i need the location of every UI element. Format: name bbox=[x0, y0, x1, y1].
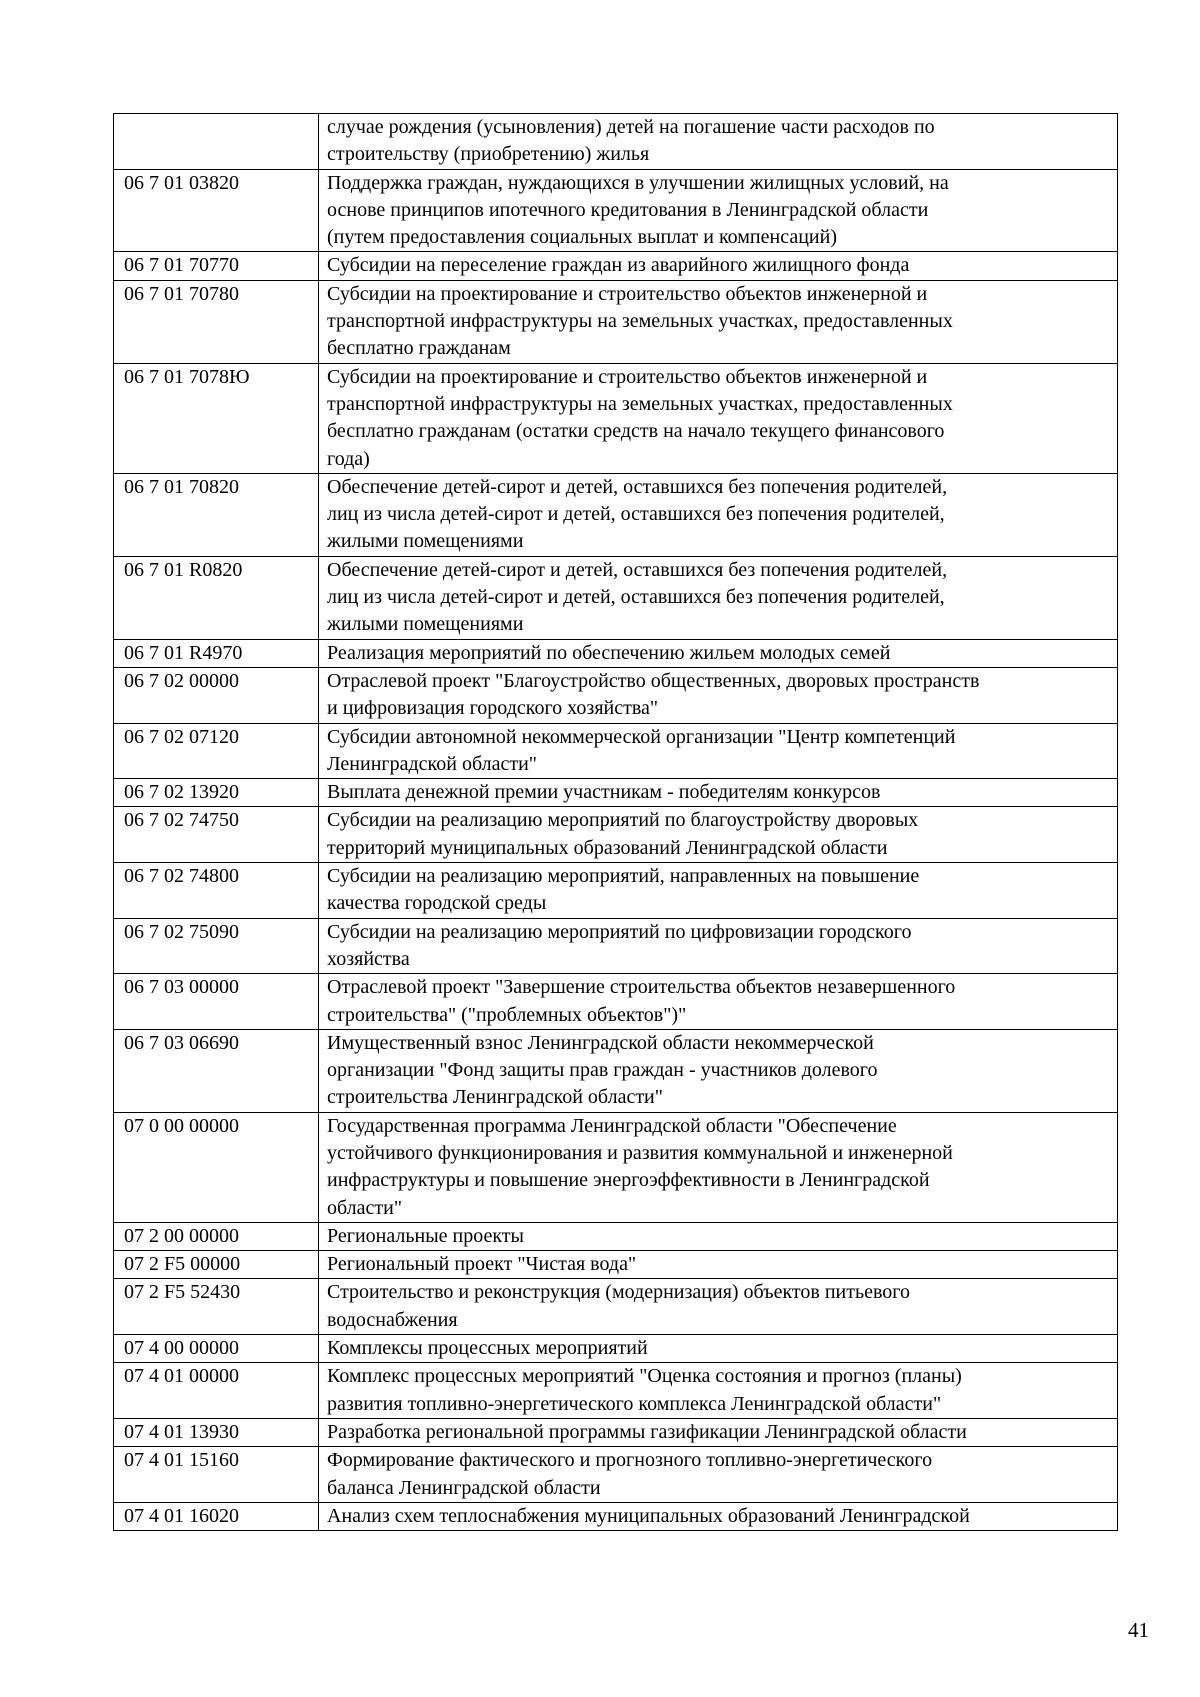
row-code: 06 7 03 00000 bbox=[114, 974, 319, 1030]
table-row bbox=[114, 639, 1118, 667]
table-row bbox=[114, 779, 1118, 807]
table-row bbox=[114, 280, 1118, 363]
row-code: 07 4 01 00000 bbox=[114, 1363, 319, 1419]
row-description: Выплата денежной премии участникам - победителям конкурсов bbox=[319, 779, 1118, 807]
row-code: 06 7 02 13920 bbox=[114, 779, 319, 807]
row-code: 06 7 01 R4970 bbox=[114, 639, 319, 667]
row-code: 06 7 01 R0820 bbox=[114, 556, 319, 639]
row-description: Государственная программа Ленинградской области "Обеспечение устойчивого функционирования и развития коммунальной и инженерной инфраструктуры и повышение энергоэффективности в Ленинградской области" bbox=[319, 1112, 1118, 1222]
row-description: Формирование фактического и прогнозного топливно-энергетического баланса Ленинградской области bbox=[319, 1447, 1118, 1503]
row-description: Поддержка граждан, нуждающихся в улучшении жилищных условий, на основе принципов ипотечного кредитования в Ленинградской области (путем предоставления социальных выплат и компенсаций) bbox=[319, 169, 1118, 252]
row-code: 07 4 01 16020 bbox=[114, 1502, 319, 1530]
row-code: 06 7 02 07120 bbox=[114, 723, 319, 779]
table-row bbox=[114, 1502, 1118, 1530]
row-code: 06 7 02 74750 bbox=[114, 807, 319, 863]
row-description: Комплекс процессных мероприятий "Оценка состояния и прогноз (планы) развития топливно-энергетического комплекса Ленинградской области" bbox=[319, 1363, 1118, 1419]
row-description: Субсидии на проектирование и строительство объектов инженерной и транспортной инфраструктуры на земельных участках, предоставленных бесплатно гражданам (остатки средств на начало текущего финансового года) bbox=[319, 363, 1118, 473]
row-code: 06 7 01 70820 bbox=[114, 473, 319, 556]
row-description: Реализация мероприятий по обеспечению жильем молодых семей bbox=[319, 639, 1118, 667]
row-description: Региональный проект "Чистая вода" bbox=[319, 1251, 1118, 1279]
row-code: 07 2 F5 00000 bbox=[114, 1251, 319, 1279]
row-description: случае рождения (усыновления) детей на погашение части расходов по строительству (приобретению) жилья bbox=[319, 114, 1118, 170]
table-row bbox=[114, 1335, 1118, 1363]
table-row bbox=[114, 863, 1118, 919]
table-row bbox=[114, 556, 1118, 639]
row-code: 06 7 02 75090 bbox=[114, 918, 319, 974]
row-description: Отраслевой проект "Благоустройство общественных, дворовых пространств и цифровизация городского хозяйства" bbox=[319, 667, 1118, 723]
table-row bbox=[114, 1363, 1118, 1419]
row-code: 06 7 01 03820 bbox=[114, 169, 319, 252]
table-row bbox=[114, 1418, 1118, 1446]
table-row bbox=[114, 807, 1118, 863]
table-row bbox=[114, 1279, 1118, 1335]
row-description: Субсидии на проектирование и строительство объектов инженерной и транспортной инфраструктуры на земельных участках, предоставленных бесплатно гражданам bbox=[319, 280, 1118, 363]
row-description: Имущественный взнос Ленинградской области некоммерческой организации "Фонд защиты прав граждан - участников долевого строительства Ленинградской области" bbox=[319, 1029, 1118, 1112]
row-code: 07 4 01 15160 bbox=[114, 1447, 319, 1503]
table-row bbox=[114, 363, 1118, 473]
table-row bbox=[114, 1029, 1118, 1112]
row-description: Обеспечение детей-сирот и детей, оставшихся без попечения родителей, лиц из числа детей-сирот и детей, оставшихся без попечения родителей, жилыми помещениями bbox=[319, 473, 1118, 556]
row-code: 07 4 00 00000 bbox=[114, 1335, 319, 1363]
row-code: 06 7 01 70770 bbox=[114, 252, 319, 280]
row-description: Субсидии на реализацию мероприятий, направленных на повышение качества городской среды bbox=[319, 863, 1118, 919]
row-code: 06 7 01 70780 bbox=[114, 280, 319, 363]
table-row bbox=[114, 1447, 1118, 1503]
row-code bbox=[114, 114, 319, 170]
row-description: Комплексы процессных мероприятий bbox=[319, 1335, 1118, 1363]
row-description: Региональные проекты bbox=[319, 1222, 1118, 1250]
row-description: Анализ схем теплоснабжения муниципальных образований Ленинградской bbox=[319, 1502, 1118, 1530]
row-code: 07 4 01 13930 bbox=[114, 1418, 319, 1446]
row-code: 07 2 F5 52430 bbox=[114, 1279, 319, 1335]
row-code: 07 0 00 00000 bbox=[114, 1112, 319, 1222]
row-code: 06 7 03 06690 bbox=[114, 1029, 319, 1112]
row-description: Отраслевой проект "Завершение строительства объектов незавершенного строительства" ("проблемных объектов")" bbox=[319, 974, 1118, 1030]
table-row bbox=[114, 918, 1118, 974]
budget-classification-table bbox=[113, 113, 1118, 1531]
row-description: Субсидии на реализацию мероприятий по благоустройству дворовых территорий муниципальных образований Ленинградской области bbox=[319, 807, 1118, 863]
row-description: Разработка региональной программы газификации Ленинградской области bbox=[319, 1418, 1118, 1446]
row-code: 06 7 02 00000 bbox=[114, 667, 319, 723]
table-body bbox=[114, 114, 1118, 1531]
row-description: Субсидии на переселение граждан из аварийного жилищного фонда bbox=[319, 252, 1118, 280]
table-row bbox=[114, 1251, 1118, 1279]
row-description: Субсидии на реализацию мероприятий по цифровизации городского хозяйства bbox=[319, 918, 1118, 974]
page-number: 41 bbox=[1128, 1618, 1149, 1642]
row-code: 07 2 00 00000 bbox=[114, 1222, 319, 1250]
table-row bbox=[114, 114, 1118, 170]
row-description: Строительство и реконструкция (модернизация) объектов питьевого водоснабжения bbox=[319, 1279, 1118, 1335]
table-row bbox=[114, 1222, 1118, 1250]
table-row bbox=[114, 1112, 1118, 1222]
table-row bbox=[114, 723, 1118, 779]
row-description: Обеспечение детей-сирот и детей, оставшихся без попечения родителей, лиц из числа детей-сирот и детей, оставшихся без попечения родителей, жилыми помещениями bbox=[319, 556, 1118, 639]
table-row bbox=[114, 667, 1118, 723]
row-code: 06 7 01 7078Ю bbox=[114, 363, 319, 473]
table-row bbox=[114, 252, 1118, 280]
table-row bbox=[114, 169, 1118, 252]
table-row bbox=[114, 473, 1118, 556]
table-row bbox=[114, 974, 1118, 1030]
row-code: 06 7 02 74800 bbox=[114, 863, 319, 919]
row-description: Субсидии автономной некоммерческой организации "Центр компетенций Ленинградской области" bbox=[319, 723, 1118, 779]
